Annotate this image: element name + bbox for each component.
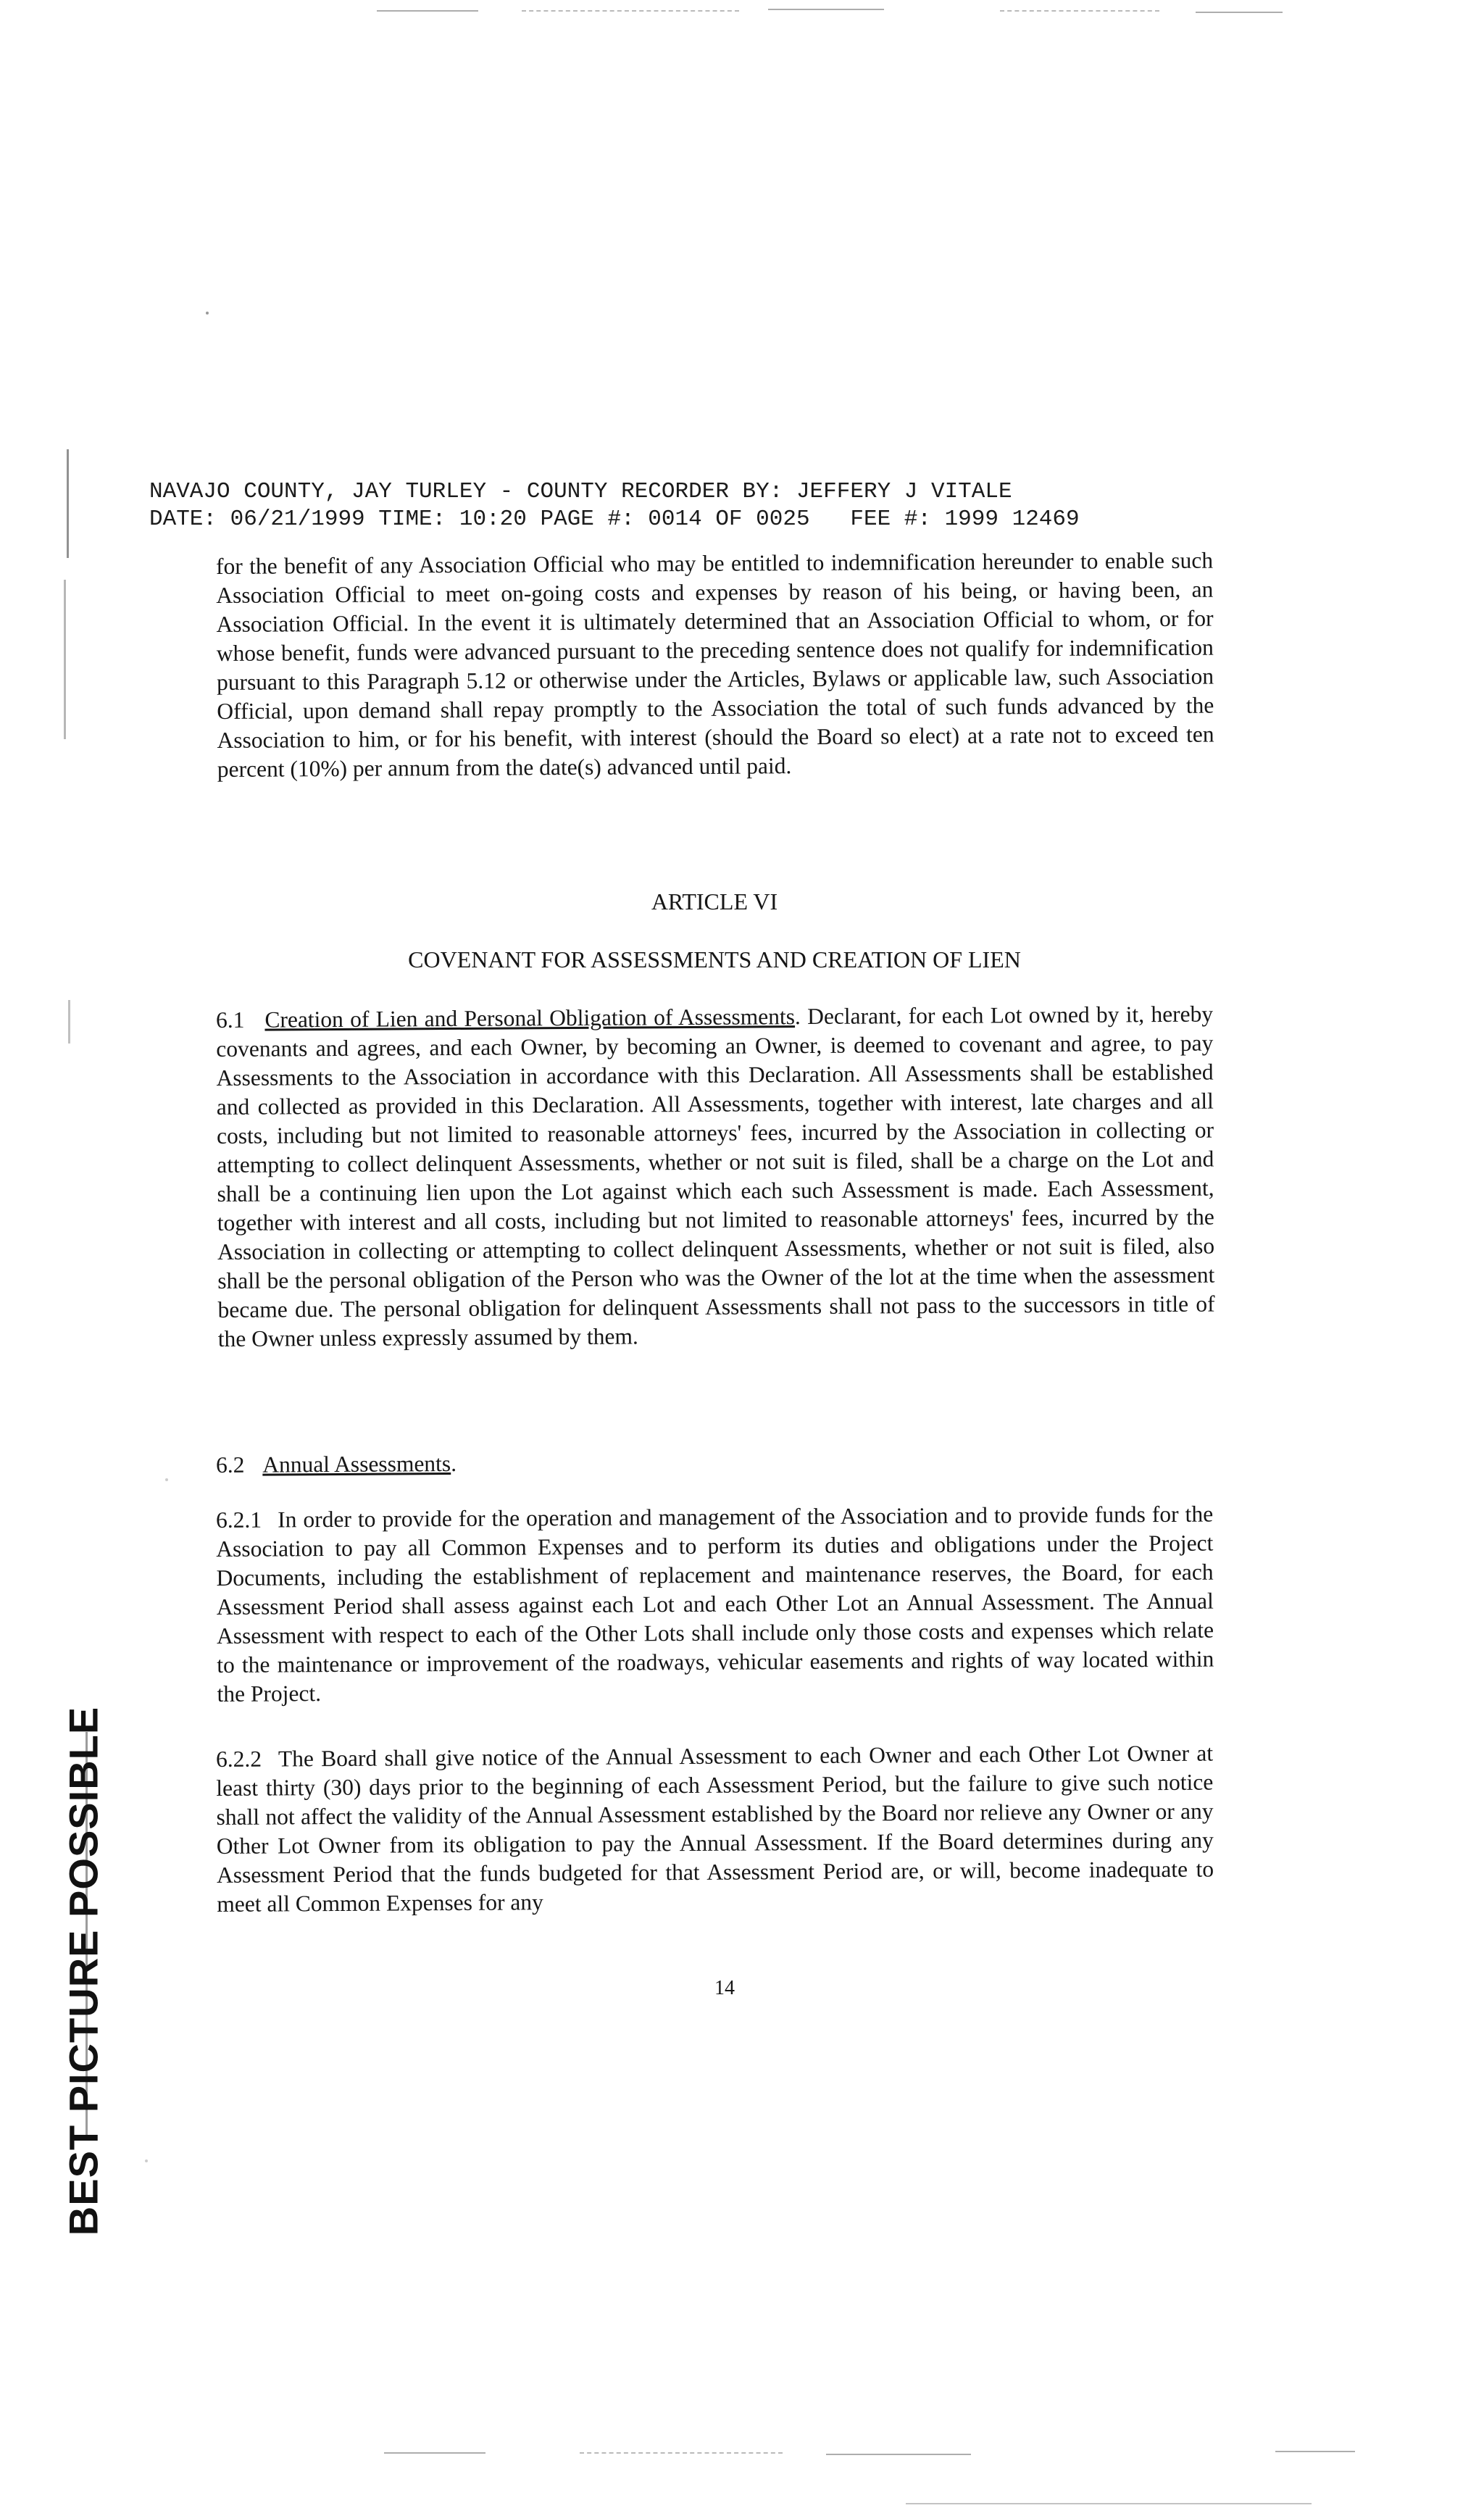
scan-artifact-bottom — [384, 2452, 485, 2454]
scan-artifact-margin — [68, 1000, 70, 1044]
section-heading-suffix: . — [451, 1450, 457, 1477]
scan-artifact-bottom — [826, 2454, 971, 2455]
recorder-header-line-1: NAVAJO COUNTY, JAY TURLEY - COUNTY RECORDER BY: JEFFERY J VITALE — [149, 479, 1012, 504]
margin-stamp-text: BEST PICTURE POSSIBLE — [60, 1706, 107, 2236]
section-number: 6.2.1 — [216, 1507, 262, 1533]
section-6-2-2 — [216, 1739, 1214, 1919]
page-number: 14 — [714, 1977, 735, 1999]
section-body: The Board shall give notice of the Annual Assessment to each Owner and each Other Lot Owner at least thirty (30) days prior to the beginning of each Assessment Period, but the failure to give such notice shall not affect the validity of the Annual Assessment established by the Board nor relieve any Owner or any Other Lot Owner from its obligation to pay the Annual Assessment. If the Board determines during any Assessment Period that the funds budgeted for that Assessment Period are, or will, become inadequate to meet all Common Expenses for any — [216, 1740, 1214, 1917]
article-title: COVENANT FOR ASSESSMENTS AND CREATION OF LIEN — [408, 946, 1021, 972]
scan-artifact-bottom — [906, 2503, 1312, 2504]
scan-artifact-top — [768, 9, 884, 10]
scan-artifact-margin — [67, 449, 69, 558]
section-6-2-1 — [216, 1500, 1214, 1709]
scan-artifact-top — [522, 10, 739, 13]
section-body: In order to provide for the operation and management of the Association and to provide funds for the Association to pay all Common Expenses and to perform its duties and obligations under the Project Documents, including the establishment of replacement and maintenance reserves, the Board, for each Assessment Period shall assess against each Lot and each Other Lot an Annual Assessment. The Annual Assessment with respect to each of the Other Lots shall include only those costs and expenses which relate to the maintenance or improvement of the roadways, vehicular easements and rights of way located within the Project. — [216, 1501, 1214, 1707]
scan-artifact-speck — [206, 312, 209, 314]
scan-artifact-speck — [145, 2159, 148, 2162]
scan-artifact-margin — [64, 580, 66, 739]
article-number: ARTICLE VI — [651, 888, 778, 915]
margin-stamp — [58, 1706, 109, 2236]
scan-artifact-bottom — [580, 2452, 783, 2455]
section-heading: Annual Assessments — [262, 1451, 451, 1478]
scan-artifact-bottom — [1275, 2451, 1355, 2452]
continuation-paragraph — [216, 546, 1214, 784]
continuation-paragraph-text: for the benefit of any Association Official who may be entitled to indemnification hereunder to enable such Association Official to meet on-going costs and expenses by reason of his being, or having been, an Association Official. In the event it is ultimately determined that an Association Official to whom, or for whose benefit, funds were advanced pursuant to the preceding sentence does not qualify for indemnification pursuant to this Paragraph 5.12 or otherwise under the Articles, Bylaws or applicable law, such Association Official, upon demand shall repay promptly to the Association the total of such funds advanced by the Association to him, or for his benefit, with interest (should the Board so elect) at a rate not to exceed ten percent (10%) per annum from the date(s) advanced until paid. — [216, 547, 1214, 782]
section-6-1 — [216, 1000, 1215, 1354]
scan-artifact-speck — [165, 1478, 168, 1481]
scan-artifact-top — [1000, 10, 1159, 13]
section-number: 6.1 — [216, 1007, 245, 1033]
section-heading: Creation of Lien and Personal Obligation of Assessments — [264, 1004, 796, 1033]
scan-artifact-top — [377, 10, 478, 12]
section-number: 6.2.2 — [216, 1746, 262, 1772]
scan-artifact-top — [1196, 12, 1283, 13]
recorder-header-line-2: DATE: 06/21/1999 TIME: 10:20 PAGE #: 0014 OF 0025 FEE #: 1999 12469 — [149, 507, 1080, 532]
recorder-header — [149, 478, 1222, 533]
section-body: . Declarant, for each Lot owned by it, hereby covenants and agrees, and each Owner, by becoming an Owner, is deemed to covenant and agree, to pay Assessments to the Association in accordance with this Declaration. All Assessments shall be established and collected as provided in this Declaration. All Assessments, together with interest, late charges and all costs, including but not limited to reasonable attorneys' fees, incurred by the Association in collecting or attempting to collect delinquent Assessments, whether or not suit is filed, shall be a charge on the Lot and shall be a continuing lien upon the Lot against which each such Assessment is made. Each Assessment, together with interest and all costs, including but not limited to reasonable attorneys' fees, incurred by the Association in collecting or attempting to collect delinquent Assessments, whether or not suit is filed, also shall be the personal obligation of the Person who was the Owner of the lot at the time when the assessment became due. The personal obligation for delinquent Assessments shall not pass to the successors in title of the Owner unless expressly assumed by them. — [216, 1001, 1215, 1351]
section-number: 6.2 — [216, 1451, 245, 1478]
section-6-2 — [216, 1445, 1213, 1480]
